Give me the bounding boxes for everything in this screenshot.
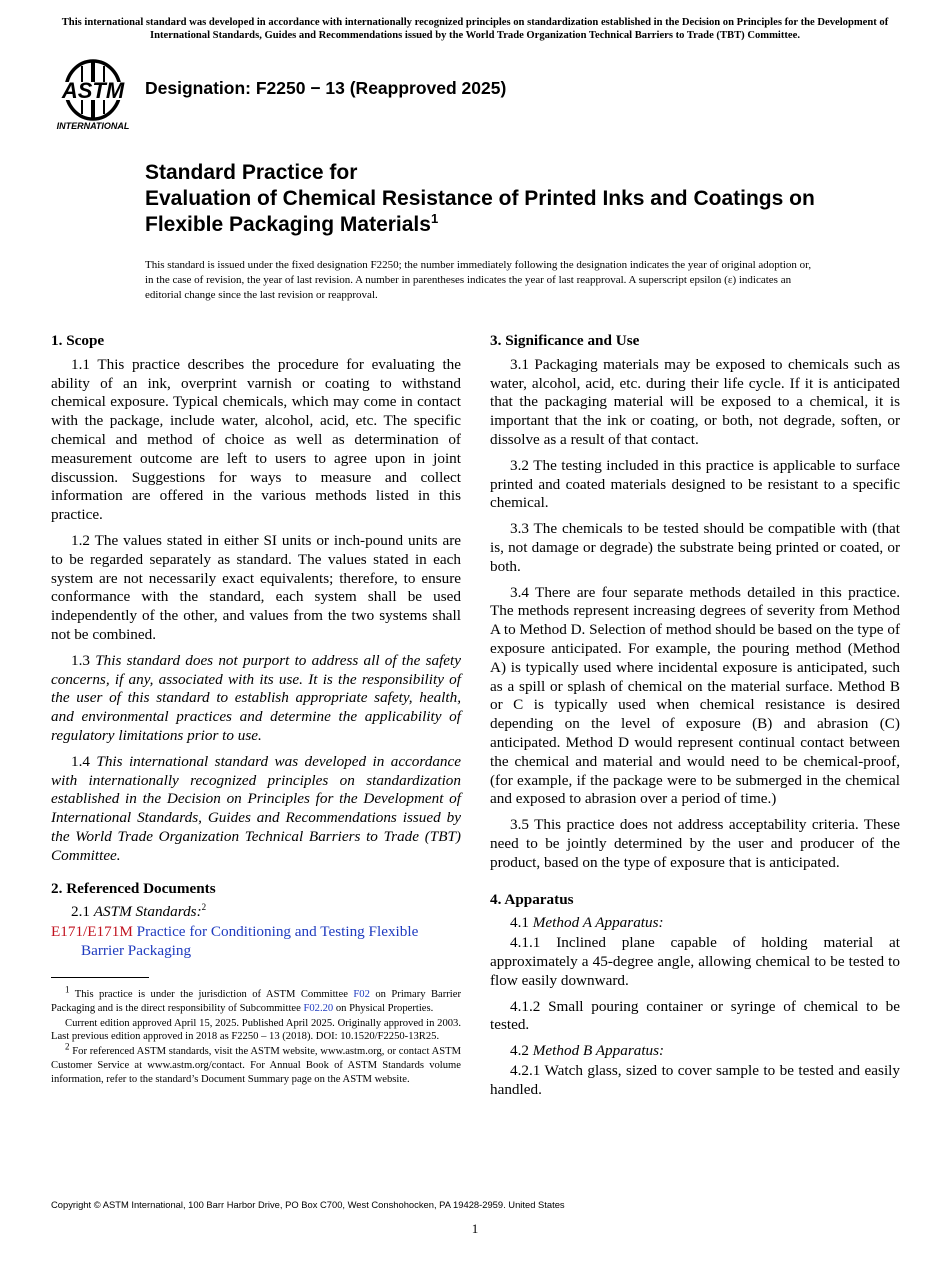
footnote-2 bbox=[51, 1041, 461, 1086]
method-a-label: Method A Apparatus: bbox=[532, 914, 664, 932]
section-heading-scope: 1. Scope bbox=[51, 332, 105, 349]
footnote-text: on Primary Barrier Packaging and is the direct responsibility of Subcommittee bbox=[51, 989, 461, 1014]
title-line-2 bbox=[145, 186, 865, 238]
para-3-4: 3.4 There are four separate methods detailed in this practice. The methods represent increasing degrees of severity from Method A to Method D. Selection of method should be based on the type of exposure anticipated. For example, the pouring method (Method A) is typically used where incidental exposure is anticipated, such as a spill or splash of chemical on the material surface. Method B or C is typically used when chemical resistance is desired depending on the level of exposure (B) and abrasion (C) anticipated. Method D would represent continual contact between the chemical and material and would need to be chemical-proof, (for example, if the package were to be submerged in the chemical and exposed to abrasion over a period of time.) bbox=[490, 583, 900, 808]
committee-link[interactable]: F02 bbox=[353, 989, 370, 1000]
section-heading-apparatus: 4. Apparatus bbox=[490, 890, 574, 908]
para-4-2-1: 4.2.1 Watch glass, sized to cover sample to be tested and easily handled. bbox=[490, 1061, 900, 1098]
title-line-1: Standard Practice for bbox=[145, 161, 358, 184]
footnotes bbox=[51, 984, 461, 1088]
para-number: 1.3 bbox=[71, 651, 90, 669]
title-footnote-mark: 1 bbox=[430, 211, 439, 226]
reference-title-link[interactable]: Practice for Conditioning and Testing Flexible Barrier Packaging bbox=[81, 923, 419, 959]
reference-entry[interactable] bbox=[51, 923, 461, 961]
footnote-edition: Current edition approved April 15, 2025. Published April 2025. Originally approved in 2003. Last previous edition approved in 2018 as F2250 – 13 (2018). DOI: 10.1520/F2250-13R25. bbox=[51, 1017, 461, 1043]
title-main: Evaluation of Chemical Resistance of Printed Inks and Coatings on Flexible Packaging Materials bbox=[145, 187, 815, 236]
footnote-mark: 1 bbox=[65, 984, 70, 995]
logo-subtext: INTERNATIONAL bbox=[56, 121, 130, 131]
footnote-divider bbox=[51, 977, 149, 978]
reference-code-link[interactable]: E171/E171M bbox=[51, 923, 133, 941]
para-number: 4.2 bbox=[510, 1042, 529, 1060]
para-3-2: 3.2 The testing included in this practice is applicable to surface printed and coated materials designed to be resistant to a specific chemical. bbox=[490, 456, 900, 512]
para-4-2 bbox=[490, 1042, 900, 1061]
page-number: 1 bbox=[471, 1221, 479, 1236]
astm-logo-icon bbox=[52, 56, 134, 132]
para-1-2: 1.2 The values stated in either SI units or inch-pound units are to be regarded separately as standard. The values stated in each system are not necessarily exact equivalents; therefore, to ensure conformance with the standard, each system shall be used independently of the other, and values from the two systems shall not be combined. bbox=[51, 531, 461, 643]
para-2-1 bbox=[51, 903, 461, 922]
method-b-label: Method B Apparatus: bbox=[532, 1042, 665, 1060]
para-3-3: 3.3 The chemicals to be tested should be compatible with (that is, not damage or degrade) the substrate being printed or coated, or both. bbox=[490, 520, 900, 575]
section-heading-significance: 3. Significance and Use bbox=[490, 332, 640, 349]
para-1-3 bbox=[51, 652, 461, 746]
para-1-3-text: This standard does not purport to address all of the safety concerns, if any, associated with its use. It is the responsibility of the user of this standard to establish appropriate safety, health, and environmental practices and determine the applicability of regulatory limitations prior to use. bbox=[51, 651, 461, 744]
para-4-1-1: 4.1.1 Inclined plane capable of holding material at approximately a 45-degree angle, allowing chemical to be tested to flow easily downward. bbox=[490, 934, 900, 989]
para-3-5: 3.5 This practice does not address acceptability criteria. These need to be jointly determined by the user and producer of the product, based on the type of exposure that is anticipated. bbox=[490, 816, 900, 871]
section-heading-referenced: 2. Referenced Documents bbox=[51, 879, 216, 897]
footnote-text: For referenced ASTM standards, visit the ASTM website, www.astm.org, or contact ASTM Customer Service at www.astm.org/contact. For Annual Book of ASTM Standards volume information, refer to the standard’s Document Summary page on the ASTM website. bbox=[51, 1046, 461, 1085]
document-title bbox=[145, 160, 865, 238]
astm-standards-label: ASTM Standards: bbox=[93, 903, 202, 921]
footnote-text: This practice is under the jurisdiction of ASTM Committee bbox=[74, 989, 348, 1000]
para-number: 4.1 bbox=[510, 914, 529, 932]
para-3-1: 3.1 Packaging materials may be exposed to chemicals such as water, alcohol, acid, etc. during their life cycle. If it is anticipated that the packaging material will be exposed to a chemical, it is important that the ink or coating, or both, not degrade, soften, or dissolve as a result of that contact. bbox=[490, 355, 900, 448]
footnote-mark: 2 bbox=[201, 902, 207, 913]
logo-text: ASTM bbox=[61, 78, 125, 103]
copyright: Copyright © ASTM International, 100 Barr Harbor Drive, PO Box C700, West Conshohocken, PA 19428-2959. United States bbox=[51, 1199, 565, 1210]
footnote-1 bbox=[51, 984, 461, 1016]
para-1-1: 1.1 This practice describes the procedure for evaluating the ability of an ink, overprint varnish or coating to withstand chemical exposure. Typical chemicals, which may come in contact with the package, include water, alcohol, acid, etc. The specific chemical and method of choice as well as determination of measurement outcome are left to users to agree upon in joint discussion. Suggestions for ways to measure and collect information are offered in the various methods listed in this practice. bbox=[51, 355, 461, 524]
astm-logo bbox=[52, 56, 134, 132]
para-number: 1.4 bbox=[71, 752, 90, 770]
para-1-4 bbox=[51, 753, 461, 866]
left-column bbox=[51, 332, 461, 961]
footnote-mark: 2 bbox=[65, 1041, 70, 1052]
issued-note: This standard is issued under the fixed designation F2250; the number immediately following the designation indicates the year of original adoption or, in the case of revision, the year of last revision. A number in parentheses indicates the year of last reapproval. A superscript epsilon (ε) indicates an editorial change since the last revision or reapproval. bbox=[145, 259, 812, 301]
designation: Designation: F2250 − 13 (Reapproved 2025) bbox=[145, 78, 507, 98]
para-4-1-2: 4.1.2 Small pouring container or syringe of chemical to be tested. bbox=[490, 997, 900, 1034]
para-4-1 bbox=[490, 914, 900, 933]
tbt-notice: This international standard was developed in accordance with internationally recognized principles on standardization established in the Decision on Principles for the Development of International Standards, Guides and Recommendations issued by the World Trade Organization Technical Barriers to Trade (TBT) Committee. bbox=[61, 17, 889, 41]
para-1-4-text: This international standard was developed in accordance with internationally recognized principles on standardization established in the Decision on Principles for the Development of International Standards, Guides and Recommendations issued by the World Trade Organization Technical Barriers to Trade (TBT) Committee. bbox=[51, 752, 461, 864]
right-column bbox=[490, 332, 900, 1106]
footnote-text: on Physical Properties. bbox=[335, 1002, 434, 1014]
subcommittee-link[interactable]: F02.20 bbox=[303, 1002, 334, 1014]
para-number: 2.1 bbox=[71, 903, 90, 921]
